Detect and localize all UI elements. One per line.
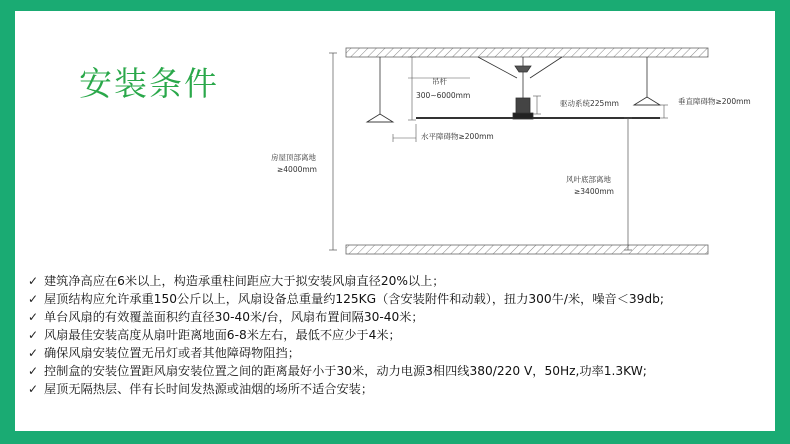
horizontal-clearance-label: 水平障碍物≥200mm xyxy=(421,132,494,141)
drive-system-dimension xyxy=(533,96,541,114)
rod-length-dimension xyxy=(408,57,470,120)
rod-length-label: 300~6000mm xyxy=(416,91,471,100)
requirement-text: 建筑净高应在6米以上，构造承重柱间距应大于拟安装风扇直径20%以上； xyxy=(44,274,445,288)
requirement-text: 风扇最佳安装高度从扇叶距离地面6-8米左右，最低不应少于4米； xyxy=(44,328,401,342)
blade-height-dimension xyxy=(624,118,632,250)
left-pendant-lamp xyxy=(367,57,393,122)
roof-height-dimension xyxy=(329,53,337,250)
check-icon: ✓ xyxy=(27,274,39,288)
check-icon: ✓ xyxy=(27,292,39,306)
roof-height-label: 房屋顶部离地 xyxy=(271,153,316,162)
roof-height-value: ≥4000mm xyxy=(277,165,317,174)
vertical-clearance-label: 垂直障碍物≥200mm xyxy=(678,97,751,106)
right-pendant-lamp xyxy=(634,57,660,105)
requirement-item xyxy=(26,272,776,290)
fan-assembly xyxy=(416,57,660,119)
requirement-item xyxy=(26,308,776,326)
requirement-text: 屋顶结构应允许承重150公斤以上，风扇设备总重量约125KG（含安装附件和动载），扭力300牛/米，噪音＜39db; xyxy=(44,292,665,306)
check-icon: ✓ xyxy=(27,328,39,342)
requirement-item xyxy=(26,362,776,380)
check-icon: ✓ xyxy=(27,310,39,324)
requirement-text: 单台风扇的有效覆盖面积约直径30-40米/台，风扇布置间隔30-40米； xyxy=(44,310,424,324)
requirements-list xyxy=(26,272,776,398)
requirement-text: 控制盒的安装位置距风扇安装位置之间的距离最好小于30米，动力电源3相四线380/220 V，50Hz,功率1.3KW; xyxy=(44,364,647,378)
horizontal-clearance-dimension xyxy=(393,124,416,142)
blade-height-value: ≥3400mm xyxy=(574,187,614,196)
floor-slab xyxy=(346,245,708,254)
requirement-item xyxy=(26,290,776,308)
requirement-item xyxy=(26,326,776,344)
rod-label: 吊杆 xyxy=(432,77,447,86)
vertical-clearance-dimension xyxy=(660,105,668,118)
requirement-item xyxy=(26,380,776,398)
slide-title: 安装条件 xyxy=(79,64,219,103)
check-icon: ✓ xyxy=(27,382,39,396)
blade-height-label: 风叶底部离地 xyxy=(566,175,611,184)
ceiling-slab xyxy=(346,48,708,57)
check-icon: ✓ xyxy=(27,346,39,360)
drive-system-label: 驱动系统225mm xyxy=(560,99,619,108)
requirement-item xyxy=(26,344,776,362)
requirement-text: 确保风扇安装位置无吊灯或者其他障碍物阻挡； xyxy=(44,346,300,360)
check-icon: ✓ xyxy=(27,364,39,378)
requirement-text: 屋顶无隔热层、伴有长时间发热源或油烟的场所不适合安装； xyxy=(44,382,374,396)
